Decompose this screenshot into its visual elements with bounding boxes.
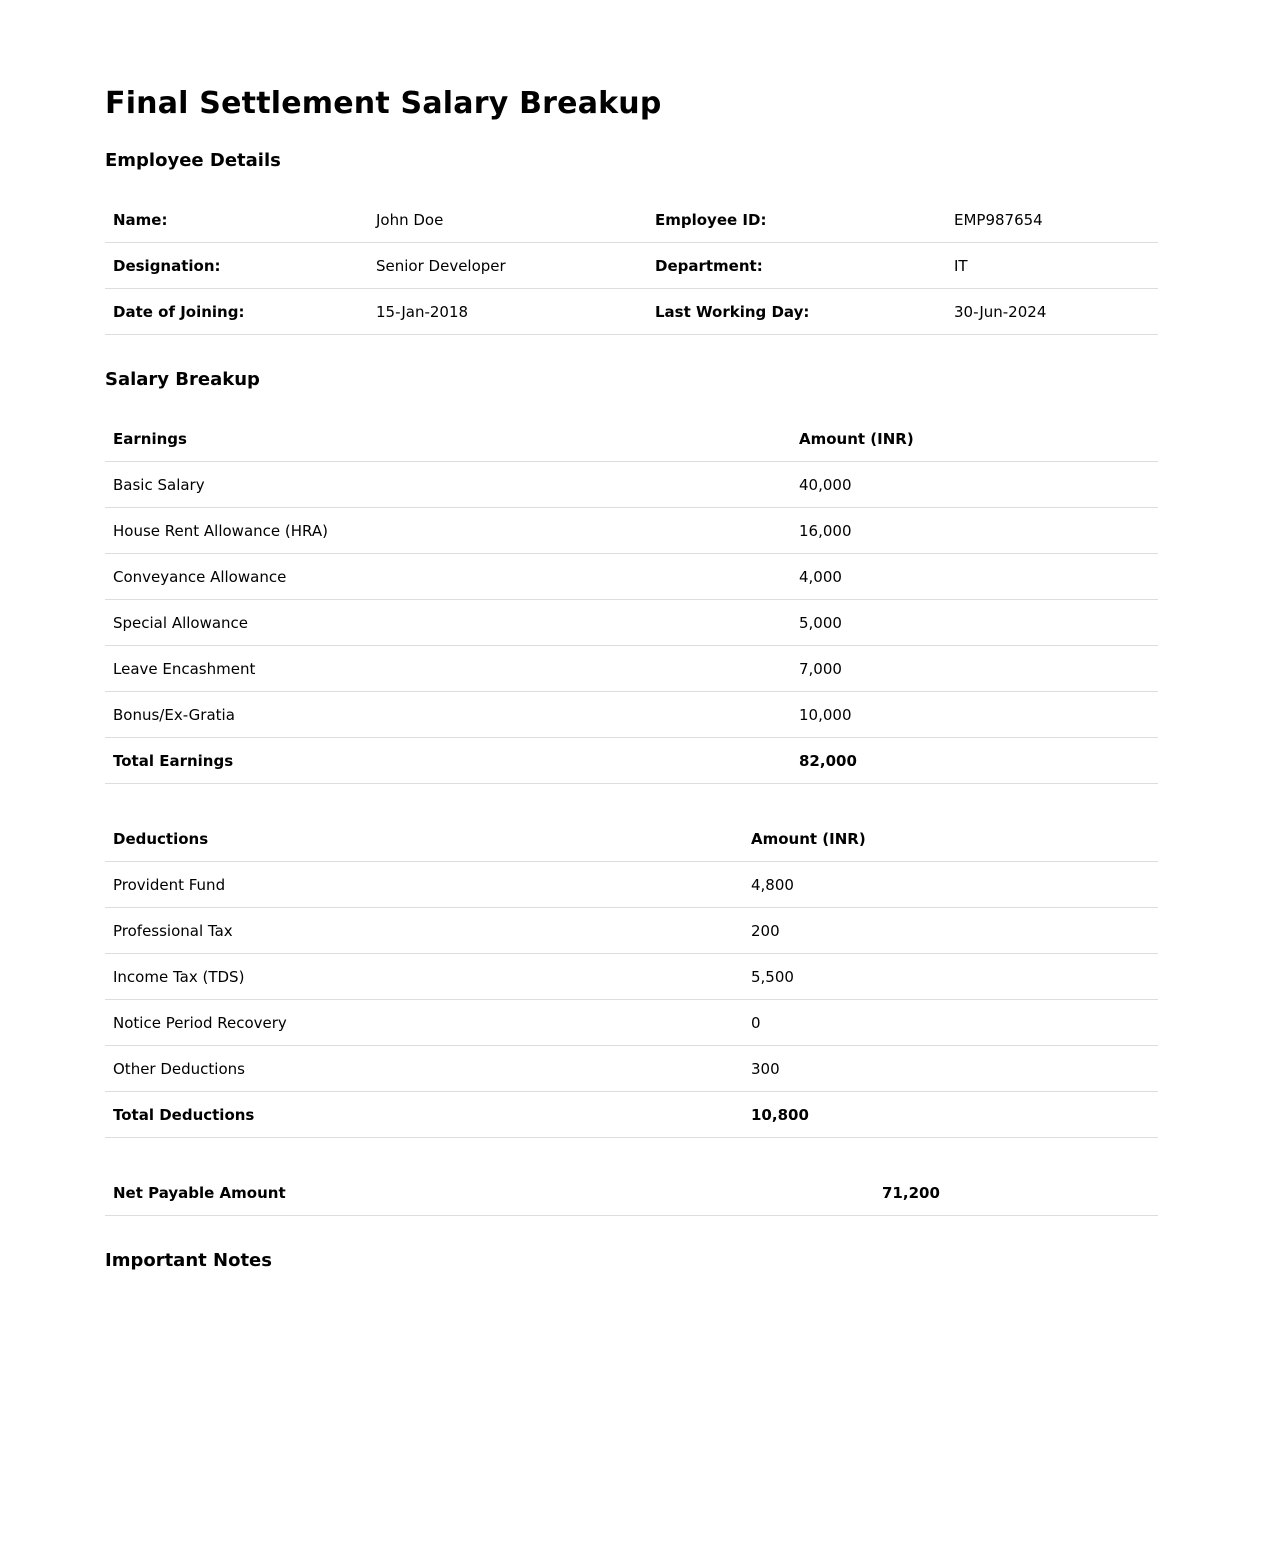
table-row (105, 462, 1158, 508)
deductions-column-header: Deductions (105, 816, 743, 862)
date-of-joining-value: 15-Jan-2018 (368, 289, 647, 335)
total-deductions-amount: 10,800 (743, 1092, 1158, 1138)
total-earnings-amount: 82,000 (791, 738, 1158, 784)
deduction-amount: 5,500 (743, 954, 1158, 1000)
employee-details-heading: Employee Details (105, 150, 281, 171)
earning-amount: 10,000 (791, 692, 1158, 738)
earnings-table (105, 416, 1158, 784)
earning-item: Conveyance Allowance (105, 554, 791, 600)
deduction-amount: 0 (743, 1000, 1158, 1046)
designation-label: Designation: (105, 243, 368, 289)
employee-details-row (105, 197, 1158, 243)
table-row (105, 600, 1158, 646)
earning-item: Basic Salary (105, 462, 791, 508)
table-row (105, 692, 1158, 738)
deduction-item: Notice Period Recovery (105, 1000, 743, 1046)
earning-item: House Rent Allowance (HRA) (105, 508, 791, 554)
employee-id-value: EMP987654 (946, 197, 1158, 243)
net-payable-row (105, 1170, 1158, 1216)
table-row (105, 862, 1158, 908)
earning-item: Special Allowance (105, 600, 791, 646)
designation-value: Senior Developer (368, 243, 647, 289)
total-earnings-label: Total Earnings (105, 738, 791, 784)
deduction-item: Income Tax (TDS) (105, 954, 743, 1000)
earning-amount: 40,000 (791, 462, 1158, 508)
earnings-header-row (105, 416, 1158, 462)
department-label: Department: (647, 243, 946, 289)
page-title: Final Settlement Salary Breakup (105, 86, 662, 121)
table-row (105, 1000, 1158, 1046)
deductions-amount-column-header: Amount (INR) (743, 816, 1158, 862)
net-payable-amount: 71,200 (874, 1170, 1158, 1216)
total-earnings-row (105, 738, 1158, 784)
employee-details-table (105, 197, 1158, 335)
salary-breakup-heading: Salary Breakup (105, 369, 260, 390)
deductions-table (105, 816, 1158, 1138)
earning-amount: 4,000 (791, 554, 1158, 600)
deduction-item: Other Deductions (105, 1046, 743, 1092)
table-row (105, 954, 1158, 1000)
employee-details-row (105, 243, 1158, 289)
department-value: IT (946, 243, 1158, 289)
earning-item: Bonus/Ex-Gratia (105, 692, 791, 738)
table-row (105, 508, 1158, 554)
net-payable-label: Net Payable Amount (105, 1170, 874, 1216)
table-row (105, 908, 1158, 954)
name-value: John Doe (368, 197, 647, 243)
employee-details-row (105, 289, 1158, 335)
name-label: Name: (105, 197, 368, 243)
earning-item: Leave Encashment (105, 646, 791, 692)
deduction-amount: 300 (743, 1046, 1158, 1092)
employee-id-label: Employee ID: (647, 197, 946, 243)
net-payable-table (105, 1170, 1158, 1216)
last-working-day-label: Last Working Day: (647, 289, 946, 335)
table-row (105, 554, 1158, 600)
deduction-item: Professional Tax (105, 908, 743, 954)
date-of-joining-label: Date of Joining: (105, 289, 368, 335)
deduction-item: Provident Fund (105, 862, 743, 908)
table-row (105, 646, 1158, 692)
important-notes-heading: Important Notes (105, 1250, 272, 1271)
earnings-amount-column-header: Amount (INR) (791, 416, 1158, 462)
earning-amount: 7,000 (791, 646, 1158, 692)
total-deductions-label: Total Deductions (105, 1092, 743, 1138)
deduction-amount: 200 (743, 908, 1158, 954)
deductions-header-row (105, 816, 1158, 862)
deduction-amount: 4,800 (743, 862, 1158, 908)
last-working-day-value: 30-Jun-2024 (946, 289, 1158, 335)
earning-amount: 16,000 (791, 508, 1158, 554)
table-row (105, 1046, 1158, 1092)
total-deductions-row (105, 1092, 1158, 1138)
earning-amount: 5,000 (791, 600, 1158, 646)
earnings-column-header: Earnings (105, 416, 791, 462)
